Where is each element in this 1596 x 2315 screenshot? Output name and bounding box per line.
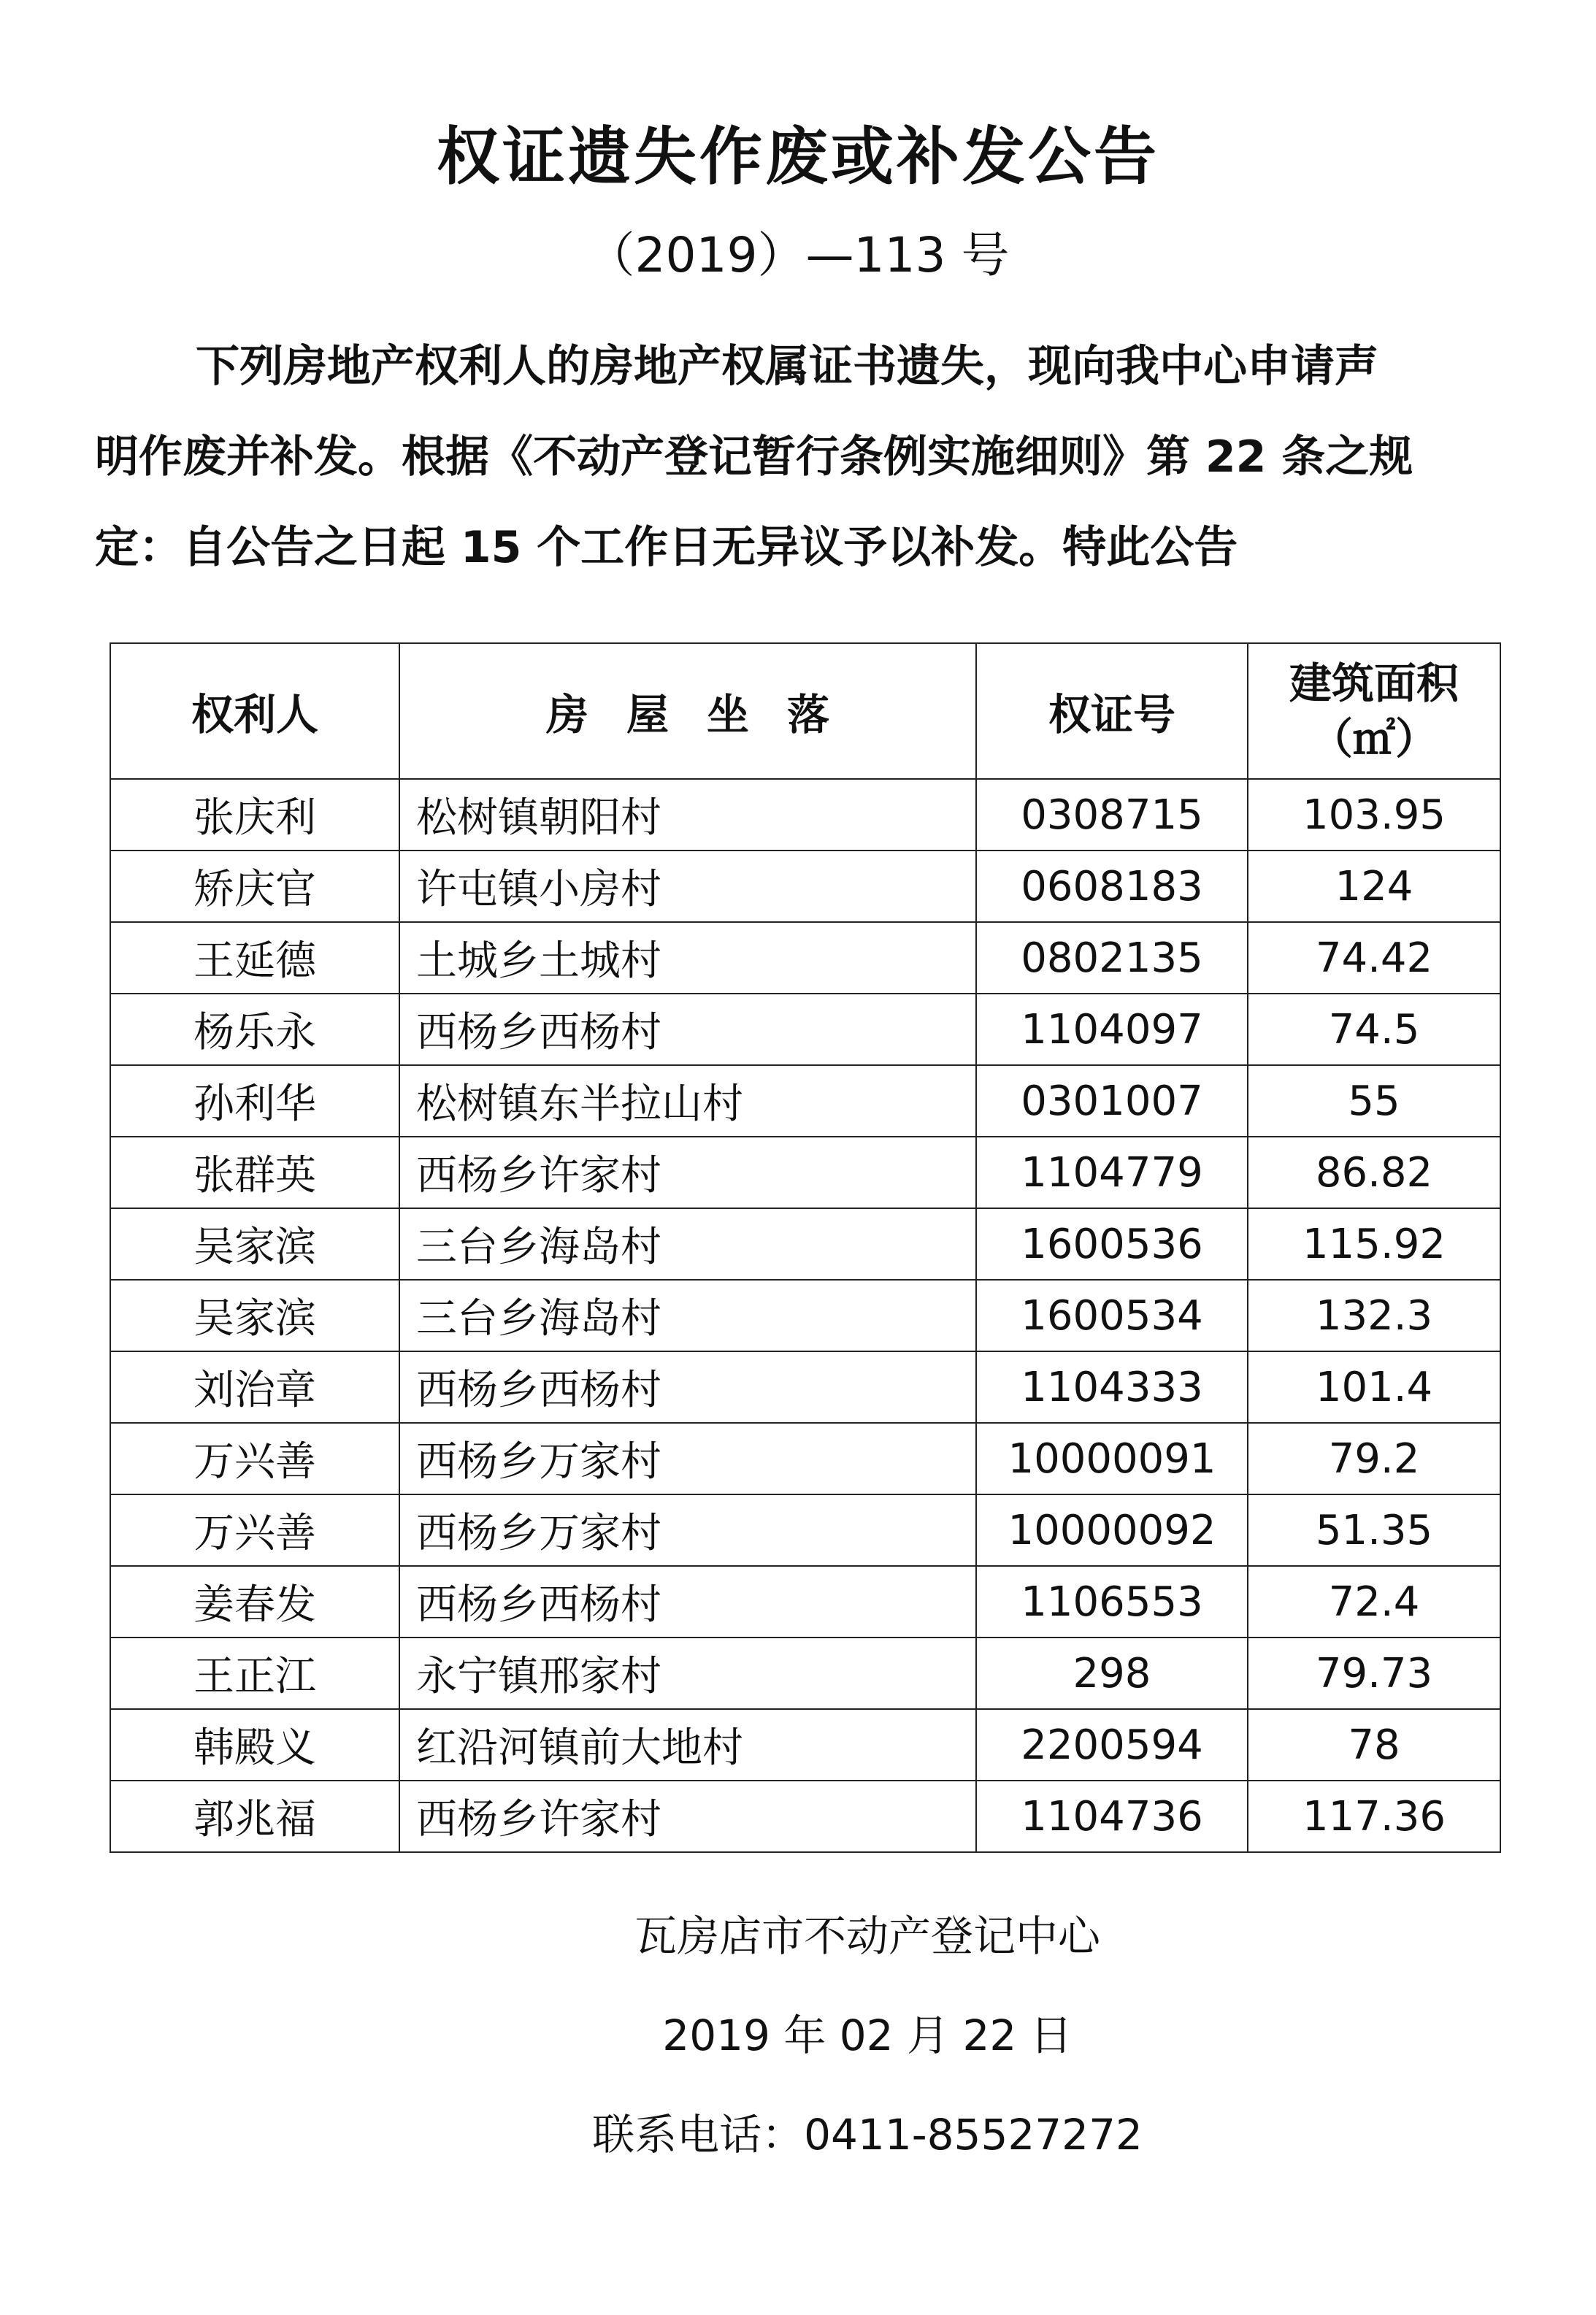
contact-phone: 联系电话：0411-85527272 [592, 2110, 1143, 2159]
cell-area: 124 [1248, 851, 1500, 922]
cell-holder: 韩殿义 [110, 1709, 399, 1781]
cell-holder: 杨乐永 [110, 994, 399, 1065]
paragraph-line-2: 明作废并补发。根据《不动产登记暂行条例实施细则》第 22 条之规 [95, 431, 1413, 483]
issuer-name: 瓦房店市不动产登记中心 [634, 1911, 1100, 1961]
notice-paragraph [95, 321, 1519, 593]
cell-area: 74.5 [1248, 994, 1500, 1065]
issue-date: 2019 年 02 月 22 日 [662, 2011, 1073, 2060]
cell-holder: 矫庆官 [110, 851, 399, 922]
paragraph-line-1: 下列房地产权利人的房地产权属证书遗失，现向我中心申请声 [196, 341, 1378, 392]
cell-area: 51.35 [1248, 1494, 1500, 1566]
cell-area: 132.3 [1248, 1280, 1500, 1351]
cell-holder: 万兴善 [110, 1494, 399, 1566]
cell-location: 西杨乡许家村 [399, 1137, 976, 1208]
cell-location: 西杨乡万家村 [399, 1423, 976, 1494]
table-row [110, 1566, 1500, 1638]
cell-area: 74.42 [1248, 922, 1500, 994]
table-row [110, 1351, 1500, 1423]
cell-holder: 万兴善 [110, 1423, 399, 1494]
cell-location: 松树镇朝阳村 [399, 779, 976, 851]
page-title: 权证遗失作废或补发公告 [437, 120, 1159, 193]
cell-cert-no: 1104779 [976, 1137, 1248, 1208]
cell-cert-no: 10000091 [976, 1423, 1248, 1494]
header-area [1248, 643, 1500, 779]
table-row [110, 1781, 1500, 1852]
cell-location: 许屯镇小房村 [399, 851, 976, 922]
cell-holder: 郭兆福 [110, 1781, 399, 1852]
cell-holder: 孙利华 [110, 1065, 399, 1137]
table-row [110, 922, 1500, 994]
cell-cert-no: 2200594 [976, 1709, 1248, 1781]
cell-holder: 吴家滨 [110, 1208, 399, 1280]
cell-holder: 王正江 [110, 1638, 399, 1709]
document-number: （2019）—113 号 [586, 227, 1010, 283]
cell-location: 永宁镇邢家村 [399, 1638, 976, 1709]
cell-location: 红沿河镇前大地村 [399, 1709, 976, 1781]
table-row [110, 779, 1500, 851]
table-row [110, 1638, 1500, 1709]
cell-holder: 姜春发 [110, 1566, 399, 1638]
table-header-row [110, 643, 1500, 779]
cell-cert-no: 10000092 [976, 1494, 1248, 1566]
cell-area: 55 [1248, 1065, 1500, 1137]
cell-cert-no: 0802135 [976, 922, 1248, 994]
cell-cert-no: 0301007 [976, 1065, 1248, 1137]
cell-cert-no: 0308715 [976, 779, 1248, 851]
cell-cert-no: 1106553 [976, 1566, 1248, 1638]
header-area-unit: （㎡） [1310, 714, 1438, 764]
cell-cert-no: 1600536 [976, 1208, 1248, 1280]
cell-holder: 吴家滨 [110, 1280, 399, 1351]
cell-location: 西杨乡西杨村 [399, 1351, 976, 1423]
table-row [110, 851, 1500, 922]
cell-area: 72.4 [1248, 1566, 1500, 1638]
paragraph-line-3: 定：自公告之日起 15 个工作日无异议予以补发。特此公告 [95, 522, 1238, 573]
cell-cert-no: 1104736 [976, 1781, 1248, 1852]
cell-area: 101.4 [1248, 1351, 1500, 1423]
table-row [110, 1423, 1500, 1494]
cell-cert-no: 1600534 [976, 1280, 1248, 1351]
cell-holder: 王延德 [110, 922, 399, 994]
cell-area: 103.95 [1248, 779, 1500, 851]
header-holder: 权利人 [110, 643, 399, 779]
table-row [110, 1137, 1500, 1208]
cell-area: 79.73 [1248, 1638, 1500, 1709]
cell-holder: 张庆利 [110, 779, 399, 851]
cell-holder: 张群英 [110, 1137, 399, 1208]
cell-holder: 刘治章 [110, 1351, 399, 1423]
cell-area: 78 [1248, 1709, 1500, 1781]
table-row [110, 994, 1500, 1065]
cell-location: 西杨乡万家村 [399, 1494, 976, 1566]
cell-area: 115.92 [1248, 1208, 1500, 1280]
cell-location: 三台乡海岛村 [399, 1280, 976, 1351]
table-row [110, 1208, 1500, 1280]
table-row [110, 1494, 1500, 1566]
header-area-label: 建筑面积 [1289, 659, 1459, 708]
table-row [110, 1065, 1500, 1137]
header-cert-no: 权证号 [976, 643, 1248, 779]
table-body [110, 779, 1500, 1852]
cell-cert-no: 0608183 [976, 851, 1248, 922]
cell-location: 西杨乡西杨村 [399, 994, 976, 1065]
cell-location: 土城乡土城村 [399, 922, 976, 994]
cell-area: 117.36 [1248, 1781, 1500, 1852]
cell-location: 松树镇东半拉山村 [399, 1065, 976, 1137]
header-location: 房屋坐落 [399, 643, 976, 779]
table-row [110, 1709, 1500, 1781]
table-row [110, 1280, 1500, 1351]
cell-location: 三台乡海岛村 [399, 1208, 976, 1280]
cell-area: 79.2 [1248, 1423, 1500, 1494]
cell-cert-no: 1104333 [976, 1351, 1248, 1423]
cell-area: 86.82 [1248, 1137, 1500, 1208]
cell-location: 西杨乡西杨村 [399, 1566, 976, 1638]
cell-cert-no: 298 [976, 1638, 1248, 1709]
cell-cert-no: 1104097 [976, 994, 1248, 1065]
cell-location: 西杨乡许家村 [399, 1781, 976, 1852]
certificate-table [110, 642, 1501, 1853]
